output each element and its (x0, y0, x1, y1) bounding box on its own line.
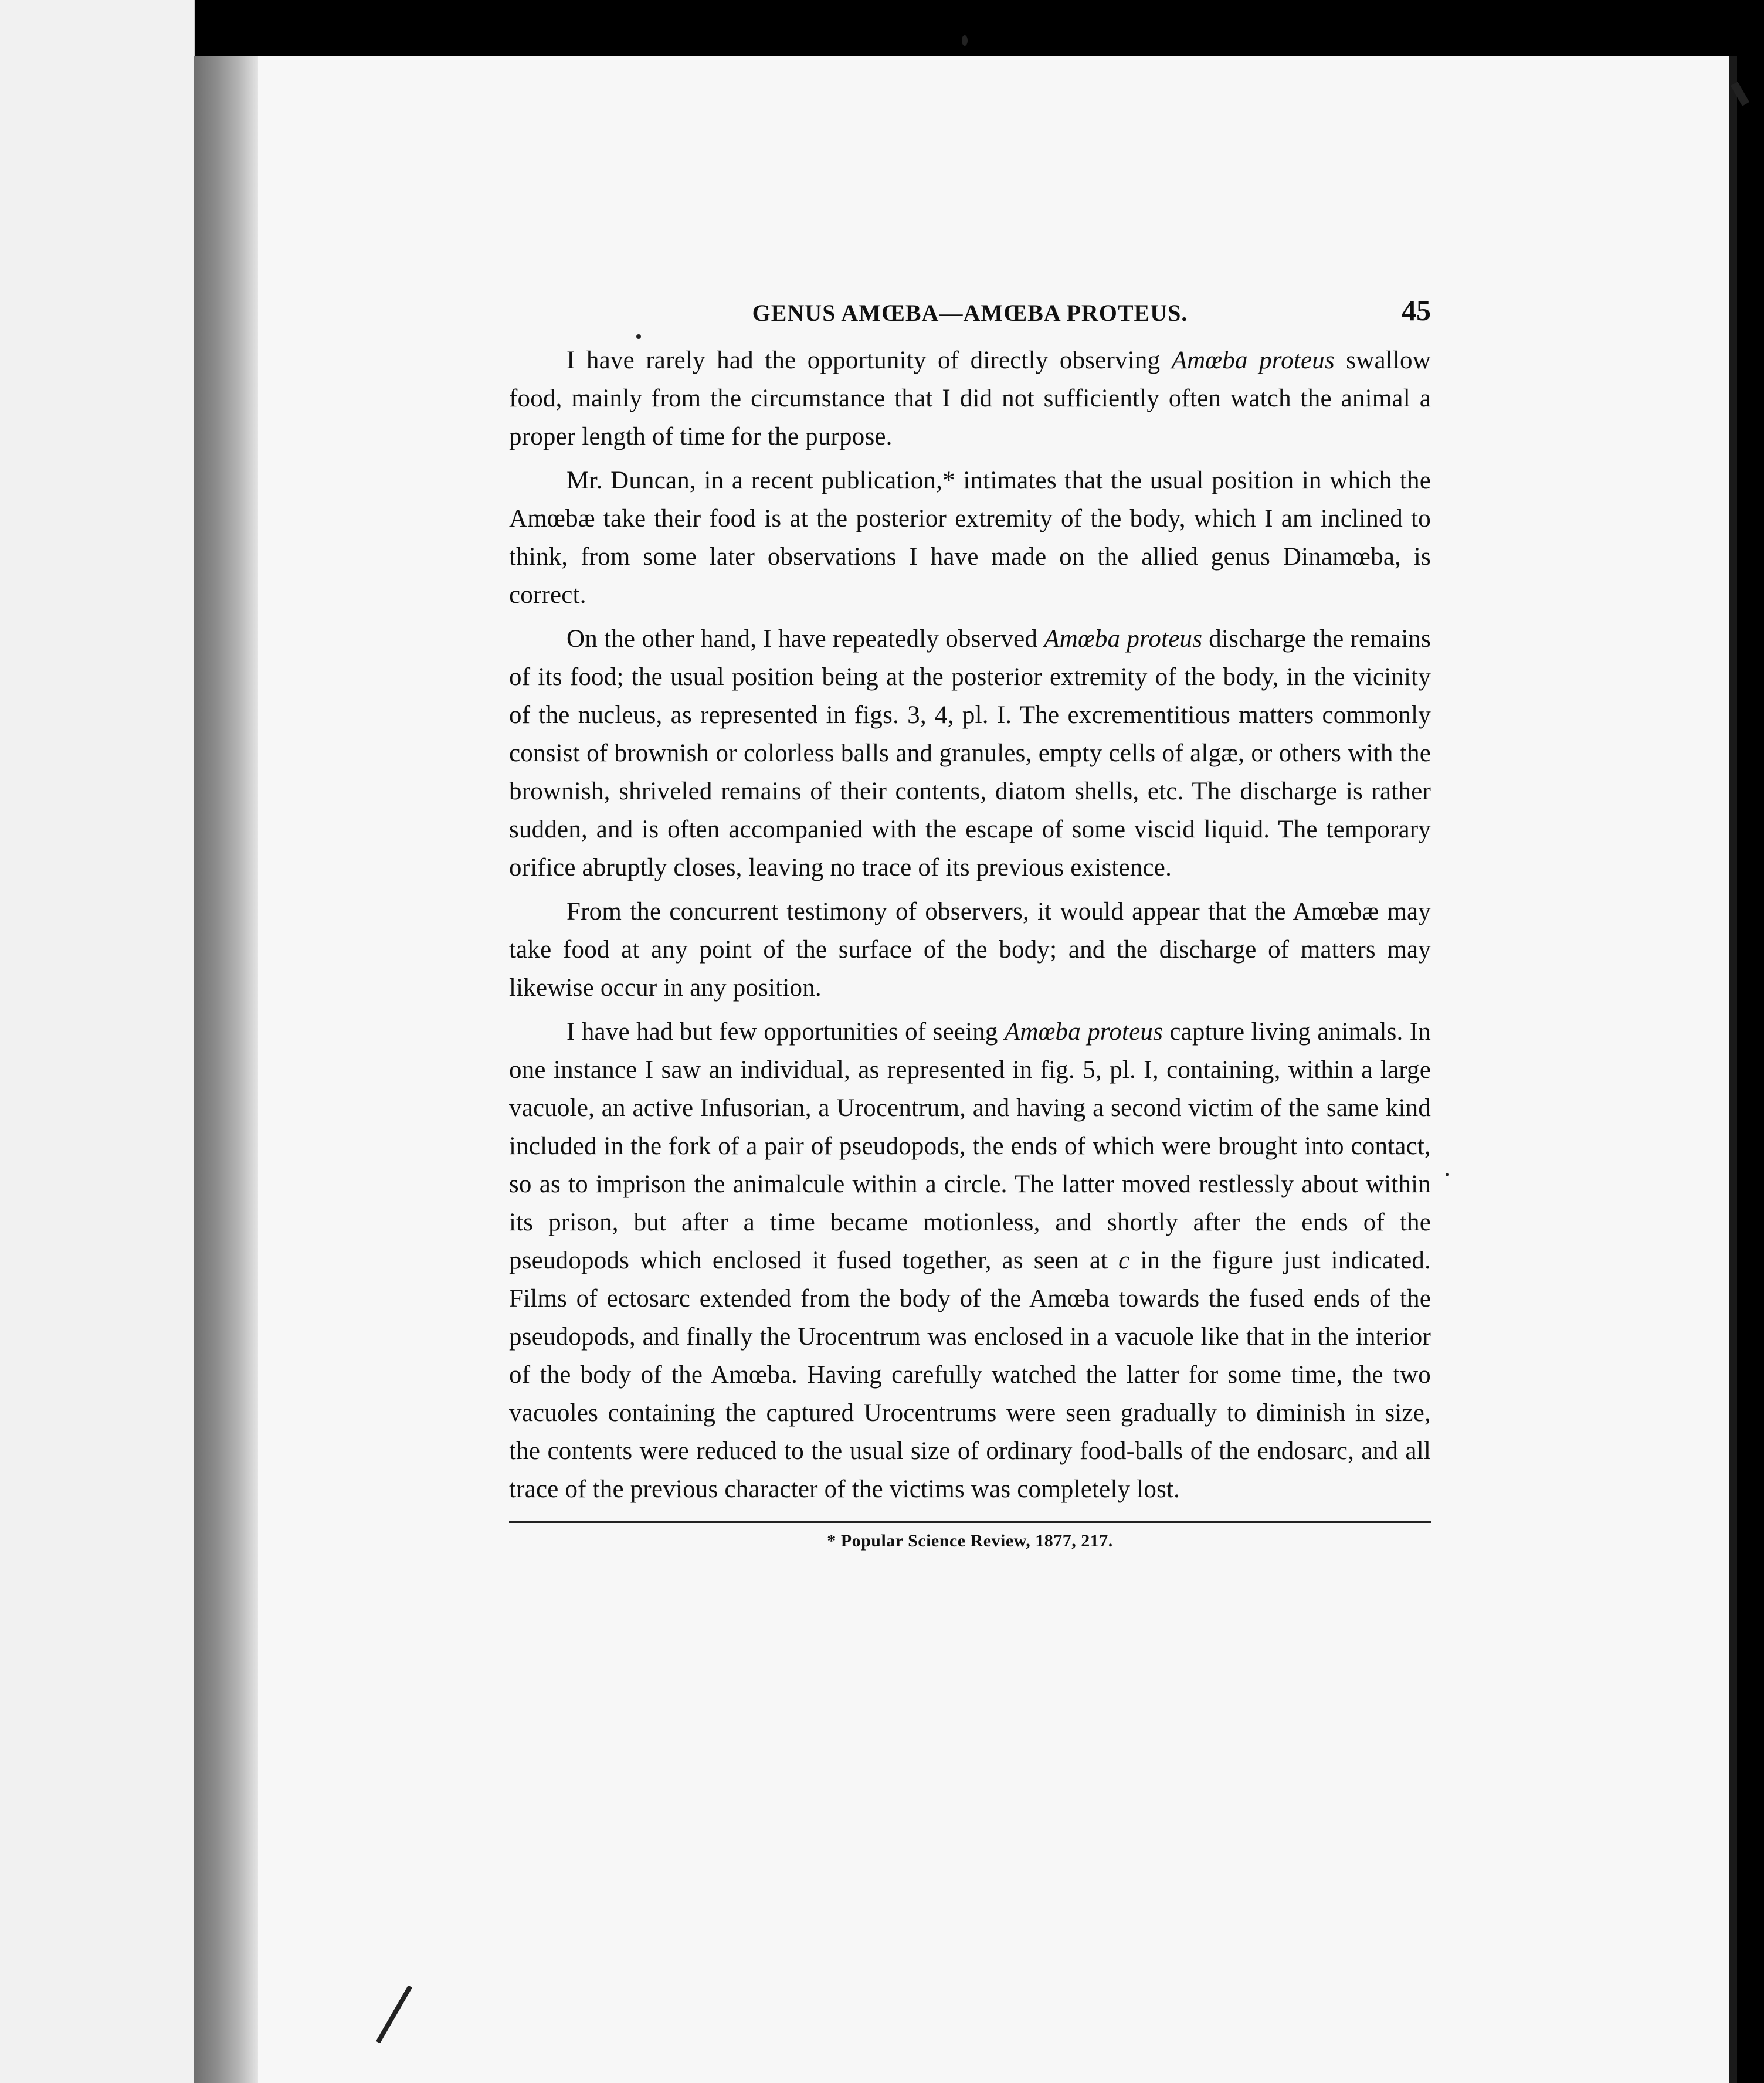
paragraph-text: I have rarely had the opportunity of directly observing (566, 347, 1172, 374)
right-page-edge (1729, 56, 1737, 2083)
paragraph: From the concurrent testimony of observers, it would appear that the Amœbæ may take food at any point of the surface of the body; and the discharge of matters may likewise occur in any position. (509, 898, 1431, 1002)
footnote: * Popular Science Review, 1877, 217. (827, 1531, 1113, 1551)
running-head-title: GENUS AMŒBA—AMŒBA PROTEUS. (752, 300, 1188, 326)
italic-species-name: Amœba proteus (1044, 625, 1203, 653)
paragraph: Mr. Duncan, in a recent publication,* intimates that the usual position in which the Amœbæ take their food is at the posterior extremity of the body, which I am inclined to think, from some later observations I have made on the allied genus Dinamœba, is correct. (509, 467, 1431, 609)
paragraph-text: capture living animals. In one instance I saw an individual, as represented in fig. 5, pl. I, containing, within a large vacuole, an active Infusorian, a Urocentrum, and having a second victim of the same kind included in the fork of a pair of pseudopods, the ends of which were brought into contact, so as to imprison the animalcule within a circle. The latter moved restlessly about within its prison, but after a time became motionless, and shortly after the ends of the pseudopods which enclosed it fused together, as seen at (509, 1018, 1431, 1274)
italic-figure-letter: c (1118, 1247, 1130, 1274)
body-text (509, 341, 1431, 1508)
paragraph (509, 1013, 1431, 1508)
page-number: 45 (1402, 294, 1431, 327)
footnote-rule (509, 1521, 1431, 1523)
paragraph-text: I have had but few opportunities of seeing (566, 1018, 1005, 1046)
paragraph (509, 620, 1431, 887)
paragraph-text: swallow food, mainly from the circumstance that I did not sufficiently often watch the animal a proper length of time for the purpose. (509, 347, 1431, 450)
paragraph-text: in the figure just indicated. Films of ectosarc extended from the body of the Amœba towards the fused ends of the pseudopods, and finally the Urocentrum was enclosed in a vacuole like that in the interior of the body of the Amœba. Having carefully watched the latter for some time, the two vacuoles containing the captured Urocentrums were seen gradually to diminish in size, the contents were reduced to the usual size of ordinary food-balls of the endosarc, and all trace of the previous character of the victims was completely lost. (509, 1247, 1431, 1503)
scan-speck (1446, 1173, 1449, 1176)
paragraph-text: discharge the remains of its food; the usual position being at the posterior extremity of the body, in the vicinity of the nucleus, as represented in figs. 3, 4, pl. I. The excrementitious matters commonly consist of brownish or colorless balls and granules, empty cells of algæ, or others with the brownish, shriveled remains of their contents, diatom shells, etc. The discharge is rather sudden, and is often accompanied with the escape of some viscid liquid. The temporary orifice abruptly closes, leaving no trace of its previous existence. (509, 625, 1431, 881)
page-gutter-shadow (194, 56, 258, 2083)
italic-species-name: Amœba proteus (1004, 1018, 1163, 1046)
italic-species-name: Amœba proteus (1171, 347, 1335, 374)
running-head (509, 293, 1431, 340)
left-facing-page (0, 0, 195, 2083)
scan-speck (962, 35, 968, 46)
paragraph (509, 341, 1431, 456)
text-block (509, 293, 1431, 1551)
paragraph-text: On the other hand, I have repeatedly observed (566, 625, 1044, 653)
